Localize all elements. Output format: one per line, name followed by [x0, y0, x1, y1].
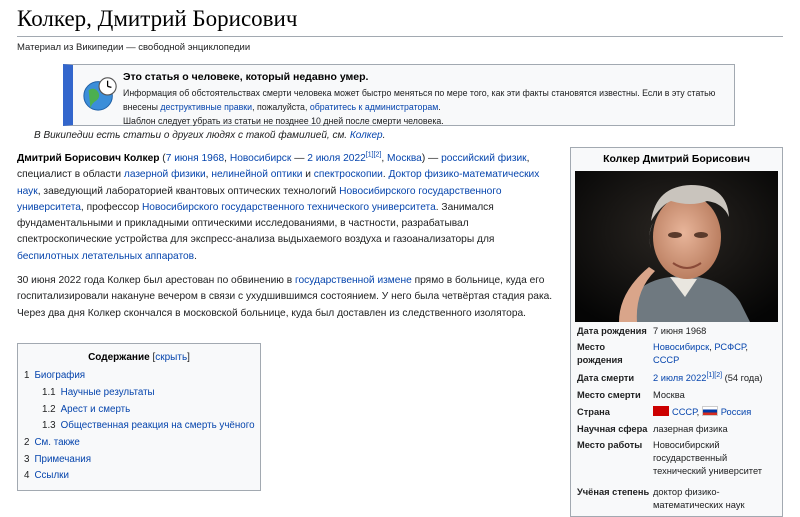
- country-russia-link[interactable]: Россия: [720, 407, 752, 417]
- text: 30 июня 2022 года Колкер был арестован по обвинению в: [17, 275, 295, 286]
- text: ,: [224, 153, 230, 164]
- toc-link[interactable]: Научные результаты: [60, 387, 155, 398]
- toc-number: 3: [24, 454, 30, 465]
- infobox-birth-date-link[interactable]: 7 июня 1968: [653, 326, 707, 336]
- death-date-label: Дата смерти: [577, 373, 635, 383]
- ussr-link[interactable]: СССР: [653, 355, 680, 365]
- birth-place-label: Место рождения: [577, 342, 623, 365]
- birth-date-link[interactable]: 7 июня 1968: [165, 153, 225, 164]
- spectroscopy-link[interactable]: спектроскопии: [313, 169, 383, 181]
- degree-link[interactable]: доктор физико-математических наук: [653, 487, 745, 510]
- reference-2-link[interactable]: [2]: [373, 151, 382, 159]
- rsfsr-link[interactable]: РСФСР: [714, 342, 746, 352]
- toc-link[interactable]: Ссылки: [34, 470, 69, 481]
- workplace-link[interactable]: Новосибирский государственный технический университет: [653, 440, 763, 476]
- laser-physics-field-link[interactable]: лазерная физика: [653, 424, 728, 434]
- clock-globe-icon: [81, 75, 119, 113]
- notice-line-3: Шаблон следует убрать из статьи не позднее 10 дней после смерти человека.: [123, 116, 444, 126]
- country-label: Страна: [577, 407, 610, 417]
- uav-link[interactable]: беспилотных летательных аппаратов: [17, 250, 195, 262]
- text: , специалист в области: [17, 153, 530, 181]
- text: (: [159, 153, 166, 164]
- notice-body: [123, 86, 733, 128]
- hatnote-text: В Википедии есть статьи о других людях с такой фамилией, см.: [34, 130, 350, 141]
- page-title: Колкер, Дмитрий Борисович: [17, 6, 298, 31]
- hatnote-end: .: [382, 130, 386, 141]
- infobox-title: Колкер Дмитрий Борисович: [603, 153, 750, 165]
- nstu-link[interactable]: Новосибирского государственного технического университета: [141, 201, 436, 213]
- text: —: [291, 153, 308, 164]
- infobox-death-date-link[interactable]: 2 июля 2022: [653, 373, 707, 383]
- notice-text: .: [438, 102, 441, 112]
- portrait-image: [575, 171, 778, 322]
- notice-text: внесены: [123, 102, 161, 112]
- notice-line-1: Информация об обстоятельствах смерти человека может быстро меняться по мере того, как эти факты становятся известны. Если в эту статью: [123, 88, 716, 98]
- field-label: Научная сфера: [577, 424, 648, 434]
- contact-admins-link[interactable]: обратитесь к администраторам: [309, 102, 439, 112]
- text: прямо в больнице, куда его госпитализировали накануне вечером в связи с ухудшившимся состоянием. У него была четвёртая стадия рака. Через два дня Колкер скончался в московской больнице, куда был доставлен из следственного изолятора.: [17, 275, 553, 319]
- text: ,: [205, 169, 212, 181]
- death-place-link[interactable]: Москва: [387, 153, 422, 164]
- text: .: [194, 250, 197, 262]
- notice-line-2: [123, 100, 733, 114]
- arrest-paragraph: [17, 273, 559, 322]
- toc-link[interactable]: Общественная реакция на смерть учёного: [60, 420, 255, 431]
- toc-item[interactable]: [42, 404, 130, 415]
- reference-2-link[interactable]: [2]: [714, 371, 723, 379]
- age-at-death: (54 года): [722, 373, 763, 383]
- toc-number: 1: [24, 370, 30, 381]
- text: [: [149, 352, 156, 363]
- toc-number: 4: [24, 470, 30, 481]
- text: , профессор: [80, 201, 142, 213]
- toc-hide-toggle[interactable]: скрыть: [155, 352, 188, 363]
- text: . Занимался фундаментальными и прикладными оптическими исследованиями, в частности, разрабатывал спектроскопические устройства для экспресс-анализа выдыхаемого воздуха и газоанализаторы для: [17, 201, 495, 246]
- recent-death-notice: [63, 64, 735, 126]
- toc-item[interactable]: [24, 454, 91, 465]
- doctor-of-sciences-link[interactable]: Доктор физико-математических наук: [17, 169, 540, 197]
- text: ,: [381, 153, 388, 164]
- title-divider: [17, 36, 783, 37]
- toc-item[interactable]: [42, 387, 155, 398]
- subject-name: Дмитрий Борисович Колкер: [17, 153, 160, 164]
- table-of-contents: [17, 343, 261, 491]
- notice-text: , пожалуйста,: [252, 102, 310, 112]
- death-place-label: Место смерти: [577, 390, 641, 400]
- text: .: [382, 169, 389, 181]
- treason-link[interactable]: государственной измене: [295, 275, 412, 286]
- destructive-edits-link[interactable]: деструктивные правки: [160, 102, 253, 112]
- text: ) —: [421, 153, 442, 164]
- toc-number: 1.3: [42, 420, 56, 431]
- hatnote: [34, 130, 385, 141]
- intro-paragraph: [17, 151, 559, 265]
- novosibirsk-link[interactable]: Новосибирск: [653, 342, 710, 352]
- toc-item[interactable]: [24, 470, 69, 481]
- toc-link[interactable]: См. также: [34, 437, 80, 448]
- text: ]: [187, 352, 190, 363]
- toc-header: [18, 352, 260, 363]
- reference-1-link[interactable]: [1]: [365, 151, 374, 159]
- workplace-label: Место работы: [577, 440, 643, 450]
- death-date-value: [653, 372, 781, 385]
- tagline: Материал из Википедии — свободной энциклопедии: [17, 42, 251, 53]
- toc-item[interactable]: [24, 437, 80, 448]
- toc-link[interactable]: Примечания: [34, 454, 92, 465]
- text: , заведующий лабораторией квантовых оптических технологий: [37, 185, 340, 197]
- toc-item[interactable]: [42, 420, 255, 431]
- toc-title: Содержание: [88, 352, 150, 363]
- nonlinear-optics-link[interactable]: нелинейной оптики: [211, 169, 303, 181]
- ussr-flag-icon: [653, 406, 669, 416]
- toc-number: 2: [24, 437, 30, 448]
- country-ussr-link[interactable]: СССР: [672, 407, 697, 417]
- toc-item[interactable]: [24, 370, 85, 381]
- russia-flag-icon: [702, 406, 718, 416]
- nsu-link[interactable]: Новосибирского государственного университета: [17, 185, 502, 213]
- birth-date-label: Дата рождения: [577, 326, 647, 336]
- portrait-photo[interactable]: [575, 171, 778, 322]
- reference-1-link[interactable]: [1]: [706, 371, 715, 379]
- toc-number: 1.2: [42, 404, 56, 415]
- text: и: [302, 169, 314, 181]
- degree-label: Учёная степень: [577, 487, 650, 497]
- notice-title: Это статья о человеке, который недавно умер.: [123, 71, 369, 83]
- infobox: [570, 147, 783, 517]
- toc-link[interactable]: Арест и смерть: [60, 404, 131, 415]
- infobox-death-place-link[interactable]: Москва: [653, 390, 685, 400]
- toc-number: 1.1: [42, 387, 56, 398]
- laser-physics-link[interactable]: лазерной физики: [123, 169, 206, 181]
- birth-place-link[interactable]: Новосибирск: [229, 153, 292, 164]
- country-value: СССР, Россия: [653, 406, 781, 419]
- toc-link[interactable]: Биография: [34, 370, 86, 381]
- russian-physicist-link[interactable]: российский физик: [441, 153, 527, 164]
- birth-place-value: Новосибирск, РСФСР, СССР: [653, 342, 748, 365]
- death-date-link[interactable]: 2 июля 2022: [307, 153, 366, 164]
- hatnote-link[interactable]: Колкер: [349, 130, 383, 141]
